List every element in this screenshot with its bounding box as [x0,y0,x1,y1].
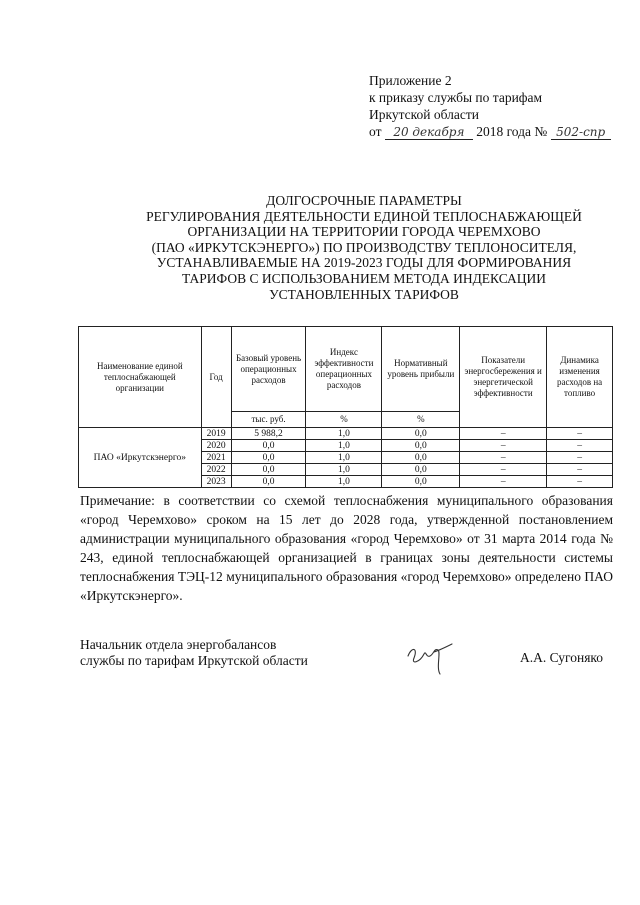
unit-cell: тыс. руб. [231,412,306,428]
base-cell: 0,0 [231,440,306,452]
parameters-table [78,326,613,488]
table-row [79,428,613,440]
note-paragraph: Примечание: в соответствии со схемой теплоснабжения муниципального образования «город Черемхово» сроком на 15 лет до 2028 года, утвержденной постановлением администрации муниципального образования «город Черемхово» от 31 марта 2014 года № 243, единой теплоснабжающей организацией в границах зоны деятельности системы теплоснабжения ТЭЦ-12 муниципального образования «город Черемхово» определено ПАО «Иркутскэнерго». [80,493,613,603]
handwritten-signature [400,638,460,678]
index-cell: 1,0 [306,452,382,464]
title-line: ДОЛГОСРОЧНЫЕ ПАРАМЕТРЫ [266,193,462,208]
header-efficiency-index: Индекс эффективности операционных расходов [306,327,382,412]
title-line: ТАРИФОВ С ИСПОЛЬЗОВАНИЕМ МЕТОДА ИНДЕКСАЦИИ [181,270,547,286]
profit-cell: 0,0 [382,464,460,476]
position-line: Начальник отдела энергобалансов [80,637,277,652]
energy-cell: – [460,440,547,452]
fuel-cell: – [547,428,613,440]
index-cell: 1,0 [306,476,382,488]
index-cell: 1,0 [306,428,382,440]
appendix-line: Иркутской области [369,107,480,122]
year-cell: 2019 [201,428,231,440]
energy-cell: – [460,464,547,476]
index-cell: 1,0 [306,440,382,452]
header-organization: Наименование единой теплоснабжающей организации [79,327,202,428]
title-line: ОРГАНИЗАЦИИ НА ТЕРРИТОРИИ ГОРОДА ЧЕРЕМХОВО [187,224,541,240]
year-cell: 2022 [201,464,231,476]
title-line: УСТАНАВЛИВАЕМЫЕ НА 2019-2023 ГОДЫ ДЛЯ ФОРМИРОВАНИЯ [156,255,572,271]
header-base-level: Базовый уровень операционных расходов [231,327,306,412]
profit-cell: 0,0 [382,452,460,464]
energy-cell: – [460,428,547,440]
date-prefix: от [369,124,382,139]
base-cell: 0,0 [231,464,306,476]
base-cell: 5 988,2 [231,428,306,440]
header-profit-level: Нормативный уровень прибыли [382,327,460,412]
handwritten-order-number: 502-спр [551,125,611,140]
year-cell: 2021 [201,452,231,464]
appendix-line: к приказу службы по тарифам [369,90,543,105]
header-fuel-dynamics: Динамика изменения расходов на топливо [547,327,613,428]
fuel-cell: – [547,464,613,476]
base-cell: 0,0 [231,452,306,464]
fuel-cell: – [547,440,613,452]
unit-cell: % [382,412,460,428]
fuel-cell: – [547,476,613,488]
year-text: 2018 года № [476,124,548,139]
profit-cell: 0,0 [382,428,460,440]
energy-cell: – [460,476,547,488]
profit-cell: 0,0 [382,476,460,488]
base-cell: 0,0 [231,476,306,488]
fuel-cell: – [547,452,613,464]
position-line: службы по тарифам Иркутской области [80,653,308,668]
title-line: РЕГУЛИРОВАНИЯ ДЕЯТЕЛЬНОСТИ ЕДИНОЙ ТЕПЛОСНАБЖАЮЩЕЙ [146,208,582,224]
appendix-date-line [369,123,611,140]
header-energy-saving: Показатели энергосбережения и энергетической эффективности [460,327,547,428]
organization-cell: ПАО «Иркутскэнерго» [79,428,202,488]
unit-cell: % [306,412,382,428]
table-header-row [79,327,613,412]
title-line: УСТАНОВЛЕННЫХ ТАРИФОВ [269,286,459,302]
year-cell: 2023 [201,476,231,488]
profit-cell: 0,0 [382,440,460,452]
header-year: Год [201,327,231,428]
energy-cell: – [460,452,547,464]
appendix-line: Приложение 2 [369,73,452,88]
handwritten-date: 20 декабря [385,125,473,140]
appendix-block [369,72,611,140]
index-cell: 1,0 [306,464,382,476]
document-title [80,193,640,302]
title-line: (ПАО «ИРКУТСКЭНЕРГО») ПО ПРОИЗВОДСТВУ ТЕПЛОНОСИТЕЛЯ, [151,239,577,255]
year-cell: 2020 [201,440,231,452]
signatory-position [80,637,308,669]
signatory-name: А.А. Сугоняко [520,650,604,665]
